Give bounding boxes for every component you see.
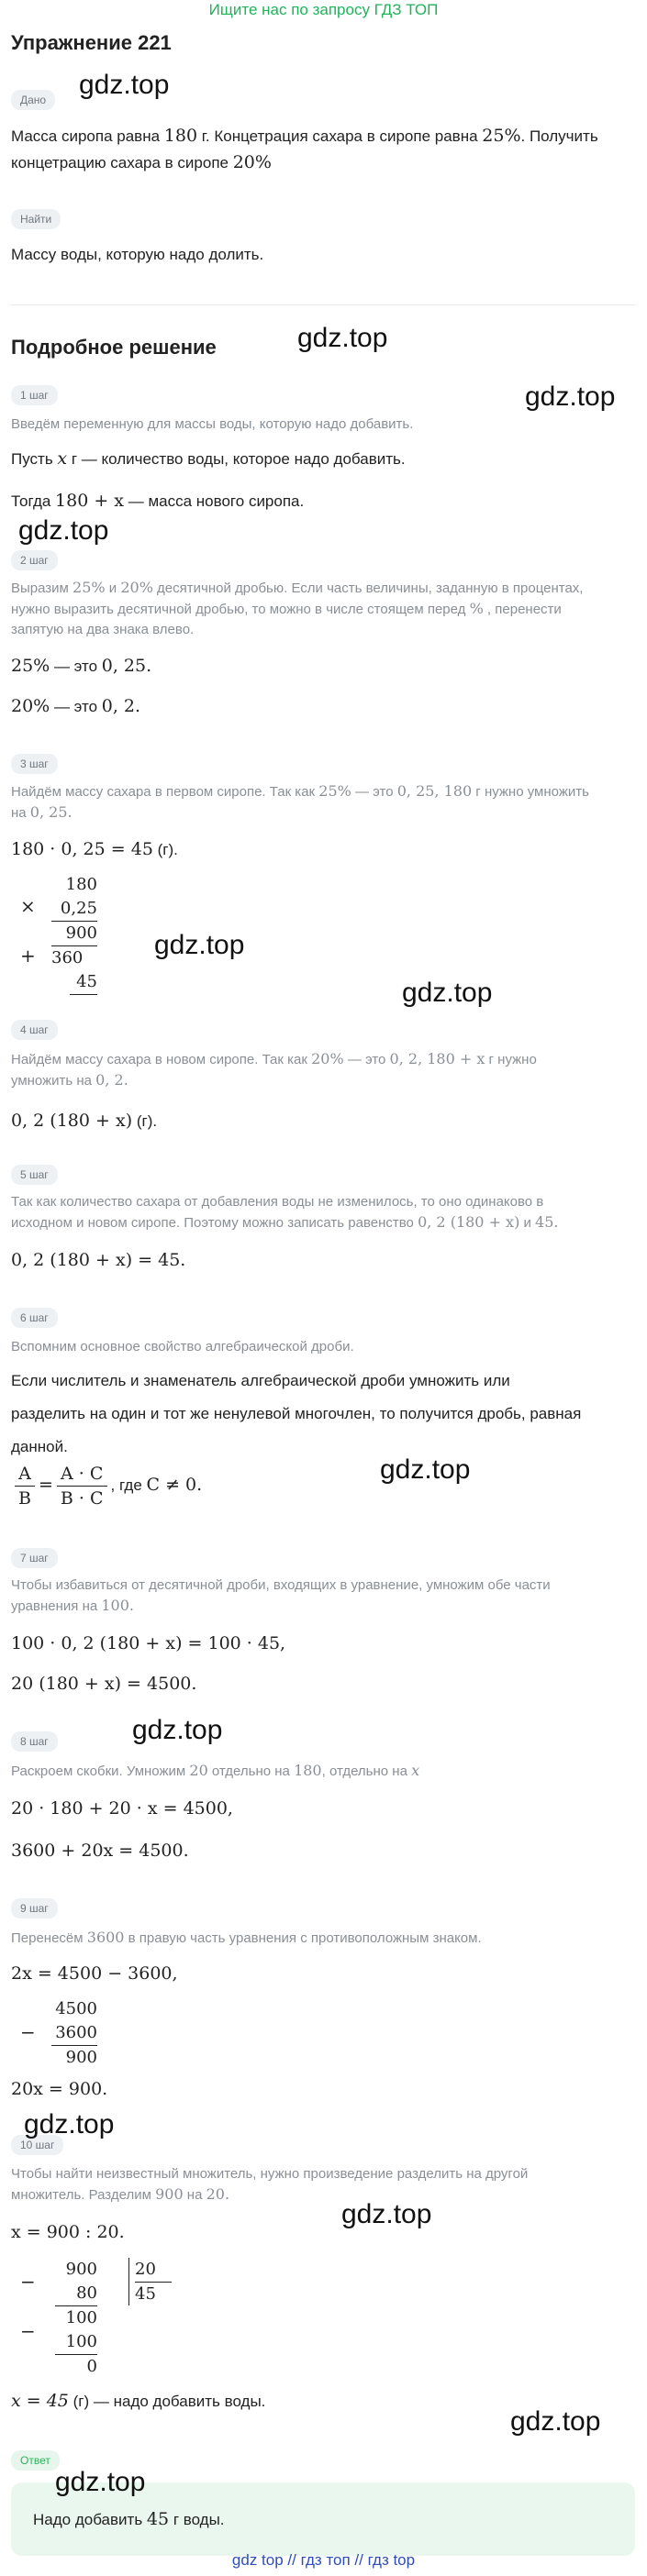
minus-sign: − xyxy=(20,2320,36,2342)
step-8-badge: 8 шаг xyxy=(11,1731,58,1752)
step-7-eq-1: 100 · 0, 2 (180 + x) = 100 · 45, xyxy=(11,1633,286,1653)
watermark: gdz.top xyxy=(55,2467,146,2497)
step-4-hint: Найдём массу сахара в новом сиропе. Так как 20% — это 0, 2, 180 + x г нужно умножить на 0, 2. xyxy=(11,1050,537,1089)
watermark: gdz.top xyxy=(510,2406,601,2437)
multiply-sign: × xyxy=(20,895,36,917)
step-9-eq-1: 2x = 4500 − 3600, xyxy=(11,1963,178,1984)
step-5-badge: 5 шаг xyxy=(11,1165,58,1185)
step-2-eq-2: 20% — это 0, 2. xyxy=(11,696,141,716)
given-text: Масса сиропа равна 180 г. Концетрация сахара в сиропе равна 25%. Получить концетрацию сахара в сиропе 20% xyxy=(11,126,598,172)
division-divisor: 20 45 xyxy=(128,2258,172,2305)
watermark: gdz.top xyxy=(18,515,109,546)
step-7-hint: Чтобы избавиться от десятичной дроби, входящих в уравнение, умножим обе части уравнения на 100. xyxy=(11,1577,551,1614)
step-1-badge: 1 шаг xyxy=(11,385,58,405)
answer-text: Надо добавить 45 г воды. xyxy=(33,2509,225,2529)
step-4-eq: 0, 2 (180 + x) (г). xyxy=(11,1111,158,1131)
watermark: gdz.top xyxy=(24,2109,115,2139)
watermark: gdz.top xyxy=(380,1454,471,1485)
step-6-hint: Вспомним основное свойство алгебраической дроби. xyxy=(11,1339,354,1354)
section-divider xyxy=(11,304,635,305)
find-text: Массу воды, которую надо долить. xyxy=(11,246,264,263)
column-subtraction: 4500 3600 900 xyxy=(51,1997,97,2070)
step-9-badge: 9 шаг xyxy=(11,1898,58,1918)
watermark: gdz.top xyxy=(132,1715,223,1745)
minus-sign: − xyxy=(20,2271,36,2293)
step-10-eq-2: x = 45 (г) — надо добавить воды. xyxy=(11,2391,266,2411)
step-5-eq: 0, 2 (180 + x) = 45. xyxy=(11,1250,186,1270)
watermark: gdz.top xyxy=(402,978,493,1008)
step-4-badge: 4 шаг xyxy=(11,1020,58,1040)
step-10-badge: 10 шаг xyxy=(11,2135,63,2155)
step-1-hint: Введём переменную для массы воды, которую надо добавить. xyxy=(11,416,414,432)
step-2-eq-1: 25% — это 0, 25. xyxy=(11,656,152,676)
find-badge: Найти xyxy=(11,209,61,229)
step-7-eq-2: 20 (180 + x) = 4500. xyxy=(11,1674,197,1694)
minus-sign: − xyxy=(20,2021,36,2043)
step-3-badge: 3 шаг xyxy=(11,754,58,774)
step-6-rule: Если числитель и знаменатель алгебраической дроби умножить или разделить на один и тот же ненулевой многочлен, то получится дробь, равная данной. xyxy=(11,1372,582,1455)
step-1-line-1: Пусть x г — количество воды, которое надо добавить. xyxy=(11,448,406,469)
page-title: Упражнение 221 xyxy=(11,31,172,54)
footer-links[interactable]: gdz top // гдз топ // гдз top xyxy=(231,2551,416,2569)
column-multiplication: 180 0,25 900 360 45 xyxy=(51,873,97,995)
watermark: gdz.top xyxy=(154,930,245,960)
answer-badge: Ответ xyxy=(11,2450,60,2471)
step-6-formula: $\frac{A}{B}$ = $\frac{A \cdot C}{B \cdot C}$ , где C ≠ 0. xyxy=(11,1462,635,1510)
step-10-eq-1: x = 900 : 20. xyxy=(11,2222,125,2242)
step-5-hint: Так как количество сахара от добавления воды не изменилось, то оно одинаково в исходном и новом сиропе. Поэтому можно записать равенство 0, 2 (180 + x) и 45. xyxy=(11,1194,559,1231)
step-8-eq-2: 3600 + 20x = 4500. xyxy=(11,1841,189,1861)
step-2-badge: 2 шаг xyxy=(11,550,58,570)
plus-sign: + xyxy=(20,945,36,967)
given-badge: Дано xyxy=(11,90,55,110)
step-3-hint: Найдём массу сахара в первом сиропе. Так как 25% — это 0, 25, 180 г нужно умножить на 0, 25. xyxy=(11,782,589,821)
watermark: gdz.top xyxy=(341,2199,432,2229)
watermark: gdz.top xyxy=(79,70,170,100)
step-9-eq-2: 20x = 900. xyxy=(11,2079,108,2099)
watermark: gdz.top xyxy=(525,381,616,412)
step-6-badge: 6 шаг xyxy=(11,1308,58,1328)
step-1-line-2: Тогда 180 + x — масса нового сиропа. xyxy=(11,491,305,511)
step-2-hint: Выразим 25% и 20% десятичной дробью. Если часть величины, заданную в процентах, нужно выразить десятичной дробью, то можно в числе стоящем перед % , перенести запятую на два знака влево. xyxy=(11,579,584,637)
solution-heading: Подробное решение xyxy=(11,336,217,359)
step-7-badge: 7 шаг xyxy=(11,1548,58,1568)
step-10-hint: Чтобы найти неизвестный множитель, нужно произведение разделить на другой множитель. Разделим 900 на 20. xyxy=(11,2166,529,2203)
search-banner[interactable]: Ищите нас по запросу ГДЗ ТОП xyxy=(208,1,439,18)
step-8-eq-1: 20 · 180 + 20 · x = 4500, xyxy=(11,1798,233,1819)
long-division: 900 80 100 100 0 xyxy=(55,2258,97,2379)
step-9-hint: Перенесём 3600 в правую часть уравнения с противоположным знаком. xyxy=(11,1929,482,1946)
step-8-hint: Раскроем скобки. Умножим 20 отдельно на 180, отдельно на x xyxy=(11,1762,420,1779)
step-3-eq: 180 · 0, 25 = 45 (г). xyxy=(11,839,178,859)
watermark: gdz.top xyxy=(297,323,388,353)
